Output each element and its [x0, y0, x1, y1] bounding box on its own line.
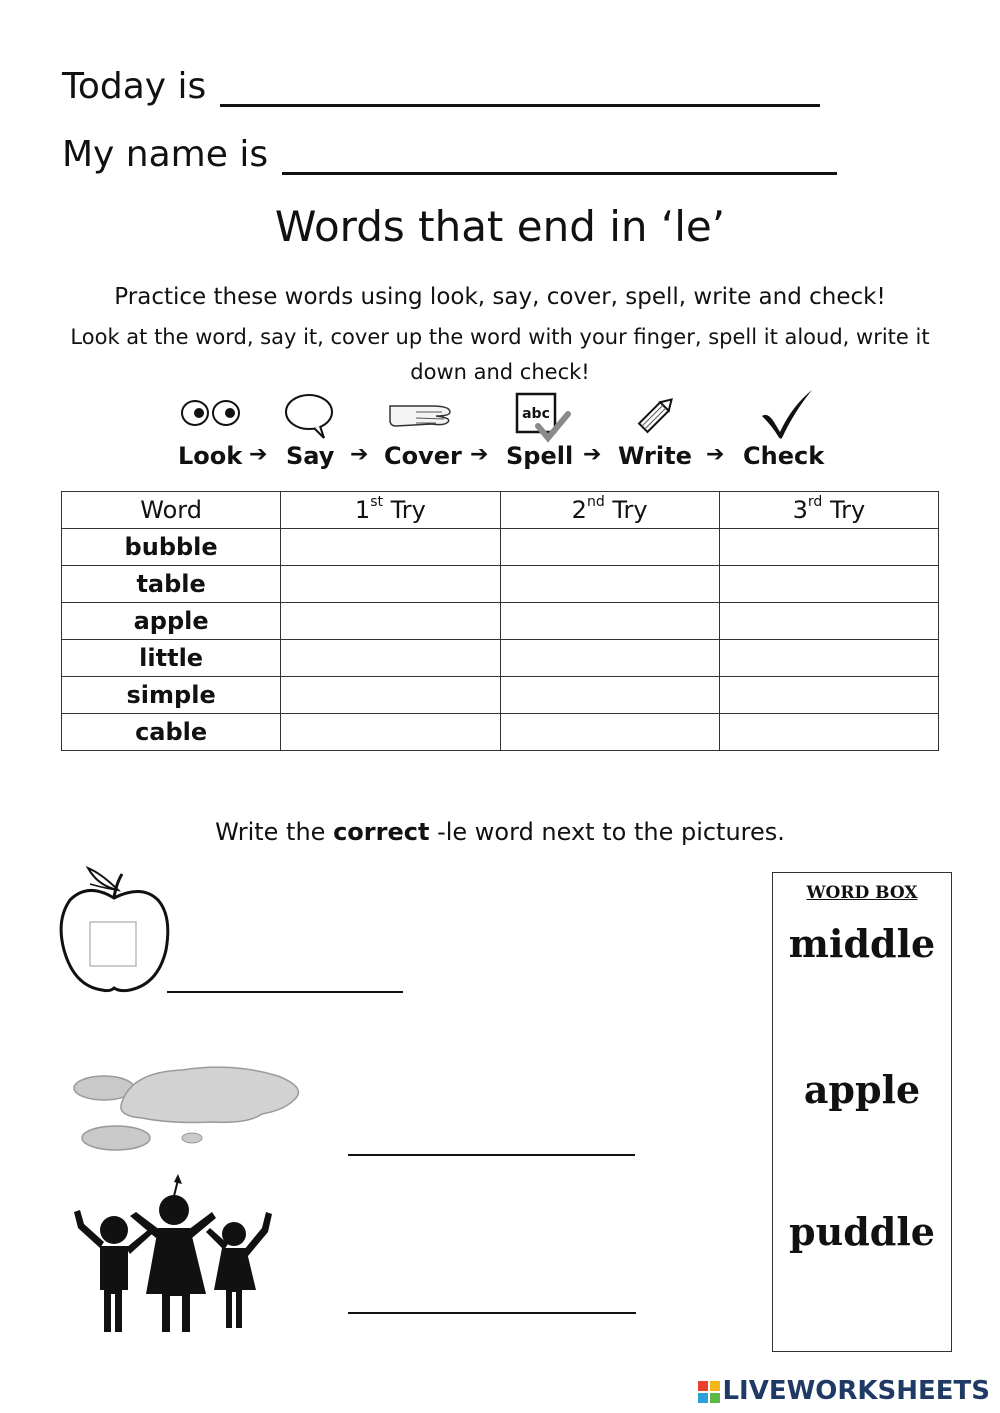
arrow-icon: ➔ [706, 442, 725, 467]
step-cover-label: Cover [384, 442, 462, 470]
try-input-cell[interactable] [281, 566, 500, 603]
try-input-cell[interactable] [500, 640, 719, 677]
answer-box[interactable] [90, 922, 136, 966]
eyes-icon [180, 396, 242, 430]
try-input-cell[interactable] [500, 603, 719, 640]
table-header-row [62, 492, 939, 529]
checkmark-icon [758, 388, 814, 440]
step-look-label: Look [178, 442, 243, 470]
word-cell: apple [62, 603, 281, 640]
try-input-cell[interactable] [281, 714, 500, 751]
worksheet-title: Words that end in ‘le’ [274, 202, 726, 251]
pencil-icon [632, 392, 680, 438]
liveworksheets-logo-text: LIVEWORKSHEETS [722, 1376, 990, 1406]
try-input-cell[interactable] [719, 640, 938, 677]
instruction-line-2: Look at the word, say it, cover up the word with your finger, spell it aloud, write it down and check! [70, 325, 930, 384]
word-box-title: WORD BOX [806, 883, 918, 903]
word-box-word[interactable]: puddle [789, 1209, 935, 1254]
try-input-cell[interactable] [500, 677, 719, 714]
header-word: Word [62, 492, 281, 529]
word-cell: little [62, 640, 281, 677]
arrow-icon: ➔ [350, 442, 369, 467]
instruction-line-1: Practice these words using look, say, cover, spell, write and check! [114, 284, 886, 310]
spelling-practice-table [61, 491, 939, 751]
word-box [772, 872, 952, 1352]
word-cell: bubble [62, 529, 281, 566]
abc-check-icon [514, 390, 572, 444]
table-row [62, 566, 939, 603]
apple-picture [58, 864, 170, 994]
today-row [62, 66, 820, 107]
header-first-try: 1st Try [281, 492, 500, 529]
arrow-icon: ➔ [470, 442, 489, 467]
try-input-cell[interactable] [719, 714, 938, 751]
step-say-label: Say [286, 442, 335, 470]
exercise-instruction: Write the correct -le word next to the pictures. [215, 818, 785, 846]
try-input-cell[interactable] [719, 603, 938, 640]
puddle-answer-line[interactable] [348, 1154, 635, 1156]
table-row [62, 529, 939, 566]
hand-icon [386, 400, 456, 434]
try-input-cell[interactable] [500, 714, 719, 751]
today-blank-field[interactable] [220, 66, 820, 107]
word-cell: simple [62, 677, 281, 714]
liveworksheets-logo [698, 1376, 990, 1406]
table-row [62, 603, 939, 640]
word-box-word[interactable]: middle [788, 921, 936, 966]
liveworksheets-logo-icon [698, 1379, 722, 1403]
apple-answer-line[interactable] [167, 991, 403, 993]
word-box-word[interactable]: apple [803, 1067, 921, 1112]
try-input-cell[interactable] [500, 529, 719, 566]
table-row [62, 714, 939, 751]
arrow-icon: ➔ [583, 442, 602, 467]
puddle-picture [72, 1062, 304, 1156]
word-cell: table [62, 566, 281, 603]
people-picture [70, 1172, 274, 1336]
speech-bubble-icon [284, 392, 336, 440]
name-row [62, 134, 837, 175]
table-row [62, 677, 939, 714]
try-input-cell[interactable] [500, 566, 719, 603]
step-write-label: Write [618, 442, 692, 470]
name-label: My name is [62, 134, 269, 175]
table-row [62, 640, 939, 677]
try-input-cell[interactable] [281, 603, 500, 640]
try-input-cell[interactable] [281, 640, 500, 677]
header-third-try: 3rd Try [719, 492, 938, 529]
step-check-label: Check [743, 442, 825, 470]
try-input-cell[interactable] [719, 566, 938, 603]
try-input-cell[interactable] [719, 677, 938, 714]
try-input-cell[interactable] [281, 529, 500, 566]
today-label: Today is [62, 66, 207, 107]
try-input-cell[interactable] [281, 677, 500, 714]
name-blank-field[interactable] [282, 134, 837, 175]
arrow-icon: ➔ [249, 442, 268, 467]
word-cell: cable [62, 714, 281, 751]
header-second-try: 2nd Try [500, 492, 719, 529]
step-spell-label: Spell [506, 442, 574, 470]
try-input-cell[interactable] [719, 529, 938, 566]
people-answer-line[interactable] [348, 1312, 636, 1314]
svg-text:abc: abc [522, 406, 550, 422]
